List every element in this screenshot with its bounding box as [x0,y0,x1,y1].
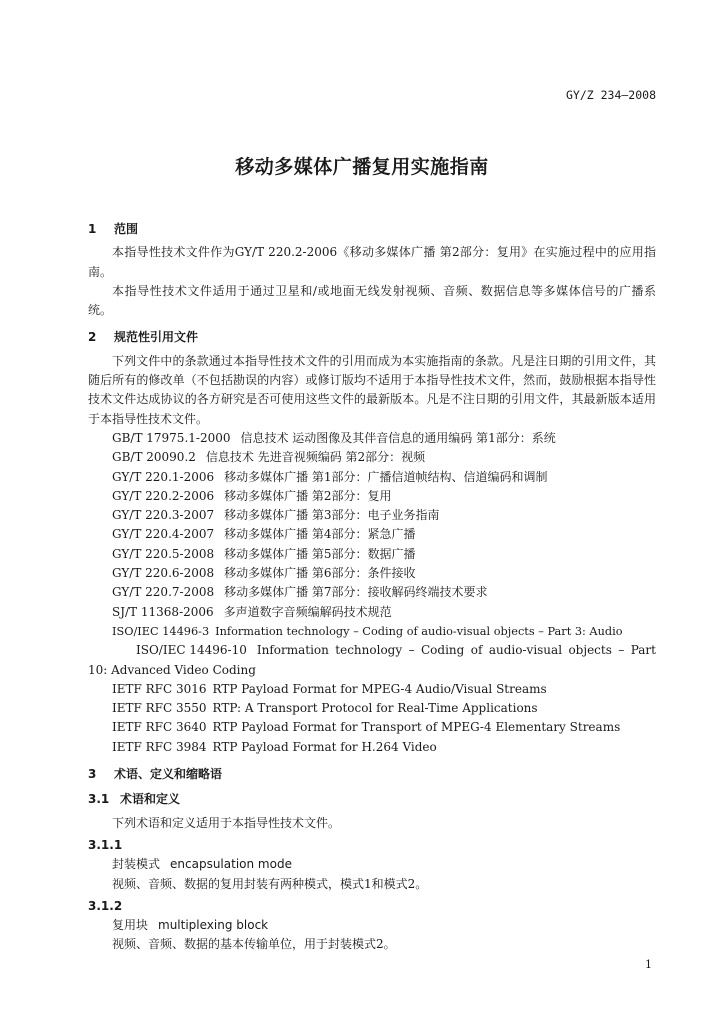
subsection-3-1-heading [88,790,656,809]
term-en: multiplexing block [158,918,269,933]
reference-title: 多声道数字音频编解码技术规范 [223,604,392,619]
reference-item [88,506,656,525]
document-body [88,212,656,955]
reference-title: 移动多媒体广播 第6部分：条件接收 [224,566,416,581]
reference-item [88,583,656,602]
term-name [88,855,656,874]
section-2-heading [88,328,656,347]
reference-title: 移动多媒体广播 第2部分：复用 [224,488,392,503]
reference-title: 信息技术 运动图像及其伴音信息的通用编码 第1部分：系统 [240,430,556,445]
section-title: 规范性引用文件 [114,330,199,345]
reference-title: RTP Payload Format for MPEG-4 Audio/Visual Streams [212,681,547,696]
reference-item [88,564,656,583]
section-number: 2 [88,330,97,345]
reference-code: SJ/T 11368-2006 [112,604,214,619]
reference-code: IETF RFC 3550 [112,701,207,716]
page-number: 1 [645,958,652,971]
section-number: 3 [88,767,97,782]
reference-code: ISO/IEC 14496-10 [136,643,247,658]
term-number: 3.1.1 [88,837,123,852]
term-definition: 视频、音频、数据的基本传输单位，用于封装模式2。 [112,937,396,952]
document-title: 移动多媒体广播复用实施指南 [235,156,489,178]
reference-code: GY/T 220.2-2006 [112,488,215,503]
reference-code: GY/T 220.4-2007 [112,527,215,542]
reference-list [88,429,656,757]
term-zh: 封装模式 [112,857,161,872]
reference-title: 移动多媒体广播 第5部分：数据广播 [224,546,416,561]
reference-item [88,738,656,757]
reference-title: Information technology – Coding of audio-visual objects – Part 10: Advanced Video Coding [88,643,656,677]
reference-item [88,603,656,622]
reference-title: RTP Payload Format for Transport of MPEG-4 Elementary Streams [212,720,621,735]
standard-code: GY/Z 234—2008 [565,88,656,102]
reference-item [88,487,656,506]
term-entry [88,836,656,894]
reference-code: IETF RFC 3640 [112,720,207,735]
term-definition: 视频、音频、数据的复用封装有两种模式，模式1和模式2。 [112,876,428,891]
reference-title: 移动多媒体广播 第3部分：电子业务指南 [224,508,440,523]
subsection-number: 3.1 [88,792,110,807]
reference-item [88,718,656,737]
reference-title: Information technology – Coding of audio-visual objects – Part 3: Audio [215,624,623,638]
reference-item [88,525,656,544]
section-title: 范围 [114,222,139,236]
reference-item [88,468,656,487]
terms-intro: 下列术语和定义适用于本指导性技术文件。 [112,815,341,830]
reference-title: 移动多媒体广播 第4部分：紧急广播 [224,527,416,542]
reference-title: RTP: A Transport Protocol for Real-Time Applications [212,701,538,716]
reference-item [88,448,656,467]
reference-code: GB/T 17975.1-2000 [112,430,231,445]
term-name [88,916,656,935]
reference-code: ISO/IEC 14496-3 [112,624,210,638]
reference-code: GY/T 220.6-2008 [112,566,215,581]
reference-item [88,641,656,680]
reference-title: 移动多媒体广播 第1部分：广播信道帧结构、信道编码和调制 [224,469,548,484]
reference-title: 信息技术 先进音视频编码 第2部分：视频 [205,450,426,465]
term-en: encapsulation mode [170,857,292,872]
reference-title: RTP Payload Format for H.264 Video [212,739,437,754]
reference-item [88,680,656,699]
reference-item [88,699,656,718]
reference-code: GY/T 220.3-2007 [112,508,215,523]
references-intro: 下列文件中的条款通过本指导性技术文件的引用而成为本实施指南的条款。凡是注日期的引用文件，其随后所有的修改单（不包括勘误的内容）或修订版均不适用于本指导性技术文件，然而，鼓励根据本指导性技术文件达成协议的各方研究是否可使用这些文件的最新版本。凡是不注日期的引用文件，其最新版本适用于本指导性技术文件。 [88,353,656,426]
scope-paragraph: 本指导性技术文件适用于通过卫星和/或地面无线发射视频、音频、数据信息等多媒体信号的广播系统。 [88,283,656,318]
term-zh: 复用块 [112,918,149,933]
reference-title: 移动多媒体广播 第7部分：接收解码终端技术要求 [224,585,488,600]
section-1-heading [88,220,656,239]
term-number: 3.1.2 [88,898,123,913]
reference-code: IETF RFC 3984 [112,739,207,754]
section-title: 术语、定义和缩略语 [114,767,223,782]
reference-item [88,622,656,641]
reference-item [88,429,656,448]
reference-code: GY/T 220.1-2006 [112,469,215,484]
section-number: 1 [88,222,97,236]
reference-item [88,545,656,564]
section-3-heading [88,765,656,784]
reference-code: GY/T 220.5-2008 [112,546,215,561]
reference-code: GB/T 20090.2 [112,450,196,465]
subsection-title: 术语和定义 [120,792,181,807]
reference-code: IETF RFC 3016 [112,681,207,696]
reference-code: GY/T 220.7-2008 [112,585,215,600]
term-entry [88,897,656,955]
scope-paragraph: 本指导性技术文件作为GY/T 220.2-2006《移动多媒体广播 第2部分：复用》在实施过程中的应用指南。 [88,245,656,279]
